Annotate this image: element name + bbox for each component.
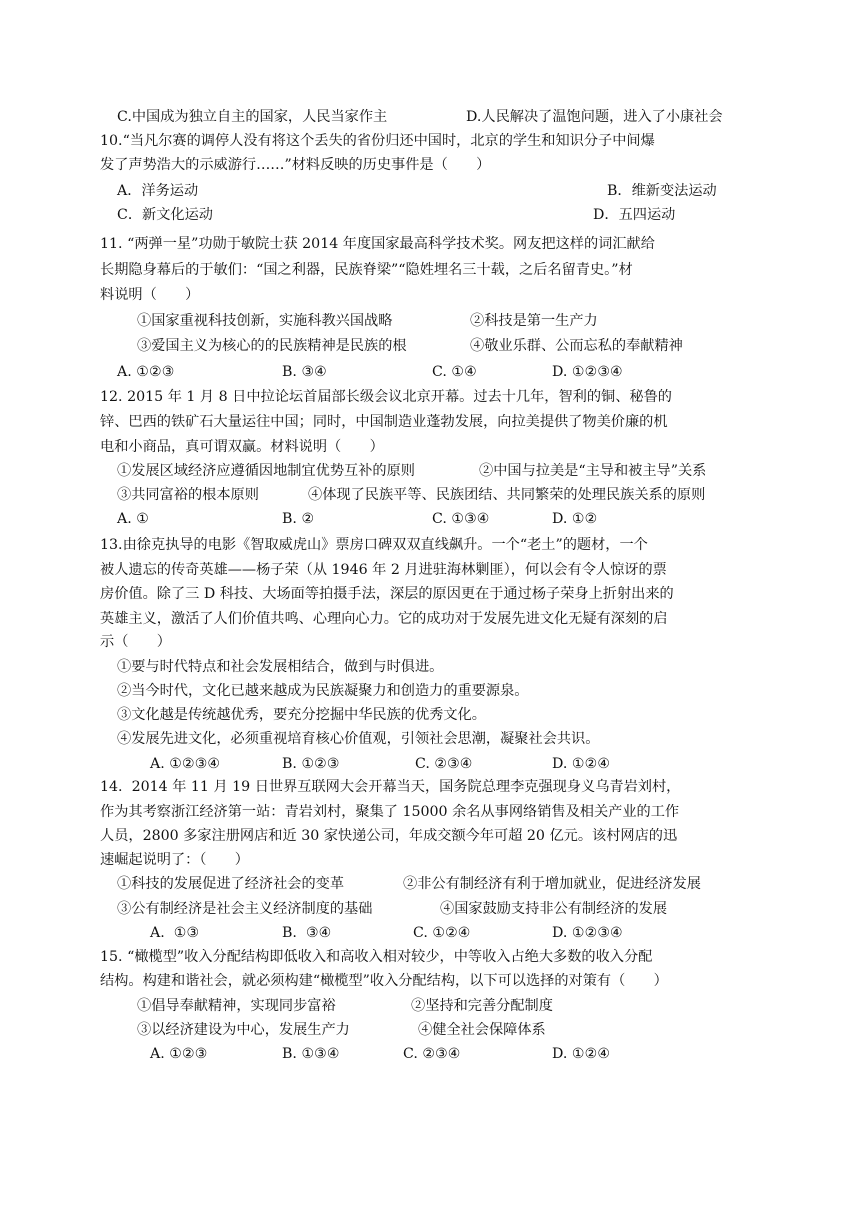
q12-statement-2: ②中国与拉美是“主导和被主导”关系: [479, 463, 707, 479]
q11-statement-2: ②科技是第一生产力: [470, 313, 598, 329]
q15-stem-line1: 15. “橄榄型”收入分配结构即低收入和高收入相对较少，中等收入占绝大多数的收入分配: [100, 949, 653, 965]
q15-option-b: B. ①③④: [282, 1046, 340, 1062]
q13-stem-line5: 示（ ）: [100, 634, 171, 650]
q14-statement-4: ④国家鼓励支持非公有制经济的发展: [440, 901, 668, 917]
q13-statement-4: ④发展先进文化，必须重视培育核心价值观，引领社会思潮，凝聚社会共识。: [117, 731, 600, 747]
q13-option-c: C. ②③④: [415, 756, 473, 772]
q15-stem-line2: 结构。构建和谐社会，就必须构建“橄榄型”收入分配结构，以下可以选择的对策有（ ）: [100, 973, 668, 989]
q13-option-a: A. ①②③④: [150, 756, 221, 772]
q12-statement-3: ③共同富裕的根本原则: [117, 487, 259, 503]
q15-statement-4: ④健全社会保障体系: [418, 1022, 546, 1038]
q11-option-a: A. ①②③: [117, 364, 175, 380]
q14-stem-line1: 14. 2014 年 11 月 19 日世界互联网大会开幕当天，国务院总理李克强现身义乌青岩刘村，: [100, 779, 681, 795]
q14-statement-3: ③公有制经济是社会主义经济制度的基础: [117, 901, 373, 917]
q13-statement-3: ③文化越是传统越优秀，要充分挖掘中华民族的优秀文化。: [117, 707, 486, 723]
q15-option-d: D. ①②④: [552, 1046, 611, 1062]
q12-statement-4: ④体现了民族平等、民族团结、共同繁荣的处理民族关系的原则: [308, 487, 706, 503]
q14-stem-line2: 作为其考察浙江经济第一站：青岩刘村，聚集了 15000 余名从事网络销售及相关产业的工作: [100, 804, 680, 820]
q11-stem-line2: 长期隐身幕后的于敏们：“国之利器，民族脊梁”“隐姓埋名三十载，之后名留青史。”材: [100, 262, 633, 278]
q13-stem-line1: 13.由徐克执导的电影《智取威虎山》票房口碑双双直线飙升。一个“老土”的题材，一个: [100, 537, 648, 553]
q12-option-d: D. ①②: [552, 511, 598, 527]
q15-option-c: C. ②③④: [403, 1046, 461, 1062]
q13-stem-line4: 英雄主义，激活了人们价值共鸣、心理向心力。它的成功对于发展先进文化无疑有深刻的启: [100, 611, 668, 627]
q11-stem-line1: 11. “两弹一星”功勋于敏院士获 2014 年度国家最高科学技术奖。网友把这样的词汇献给: [100, 236, 655, 252]
q9-option-c: C.中国成为独立自主的国家，人民当家作主: [117, 109, 388, 125]
q10-option-d: D．五四运动: [593, 207, 676, 223]
q11-statement-1: ①国家重视科技创新，实施科教兴国战略: [137, 313, 393, 329]
q12-option-b: B. ②: [282, 511, 315, 527]
q13-option-d: D. ①②④: [552, 756, 611, 772]
q12-option-a: A. ①: [117, 511, 149, 527]
q13-statement-1: ①要与时代特点和社会发展相结合，做到与时俱进。: [117, 659, 444, 675]
q12-stem-line1: 12. 2015 年 1 月 8 日中拉论坛首届部长级会议北京开幕。过去十几年，智利的铜、秘鲁的: [100, 389, 672, 405]
q15-option-a: A. ①②③: [150, 1046, 208, 1062]
q14-statement-2: ②非公有制经济有利于增加就业，促进经济发展: [403, 876, 701, 892]
q14-option-c: C. ①②④: [413, 925, 471, 941]
q12-stem-line2: 锌、巴西的铁矿石大量运往中国；同时，中国制造业蓬勃发展，向拉美提供了物美价廉的机: [100, 414, 668, 430]
q14-option-a: A. ①③: [150, 925, 200, 941]
q11-option-b: B. ③④: [282, 364, 327, 380]
q11-stem-line3: 料说明（ ）: [100, 287, 200, 303]
q15-statement-2: ②坚持和完善分配制度: [411, 998, 553, 1014]
q15-statement-3: ③以经济建设为中心，发展生产力: [137, 1022, 350, 1038]
q12-statement-1: ①发展区域经济应遵循因地制宜优势互补的原则: [117, 463, 415, 479]
q13-option-b: B. ①②③: [282, 756, 340, 772]
q11-option-d: D. ①②③④: [552, 364, 623, 380]
q10-option-a: A．洋务运动: [117, 183, 199, 199]
q10-option-b: B．维新变法运动: [607, 183, 717, 199]
q11-statement-4: ④敬业乐群、公而忘私的奉献精神: [470, 338, 683, 354]
q14-option-d: D. ①②③④: [552, 925, 623, 941]
q10-option-c: C．新文化运动: [117, 207, 213, 223]
q13-stem-line2: 被人遗忘的传奇英雄——杨子荣（从 1946 年 2 月进驻海林剿匪），何以会有令人惊讶的票: [100, 562, 667, 578]
q13-stem-line3: 房价值。除了三 D 科技、大场面等拍摄手法，深层的原因更在于通过杨子荣身上折射出来的: [100, 586, 674, 602]
q14-stem-line3: 人员，2800 多家注册网店和近 30 家快递公司，年成交额今年可超 20 亿元。该村网店的迅: [100, 828, 678, 844]
q10-stem-line2: 发了声势浩大的示威游行……”材料反映的历史事件是（ ）: [100, 157, 491, 173]
q11-option-c: C. ①④: [432, 364, 477, 380]
q11-statement-3: ③爱国主义为核心的的民族精神是民族的根: [137, 338, 407, 354]
q12-option-c: C. ①③④: [432, 511, 490, 527]
q14-statement-1: ①科技的发展促进了经济社会的变革: [117, 876, 345, 892]
q10-stem-line1: 10.“当凡尔赛的调停人没有将这个丢失的省份归还中国时，北京的学生和知识分子中间爆: [100, 133, 655, 149]
q12-stem-line3: 电和小商品，真可谓双赢。材料说明（ ）: [100, 439, 384, 455]
q14-stem-line4: 速崛起说明了：（ ）: [100, 852, 249, 868]
q15-statement-1: ①倡导奉献精神，实现同步富裕: [137, 998, 336, 1014]
q13-statement-2: ②当今时代，文化已越来越成为民族凝聚力和创造力的重要源泉。: [117, 683, 529, 699]
q9-option-d: D.人民解决了温饱问题，进入了小康社会: [466, 109, 723, 125]
q14-option-b: B. ③④: [282, 925, 332, 941]
